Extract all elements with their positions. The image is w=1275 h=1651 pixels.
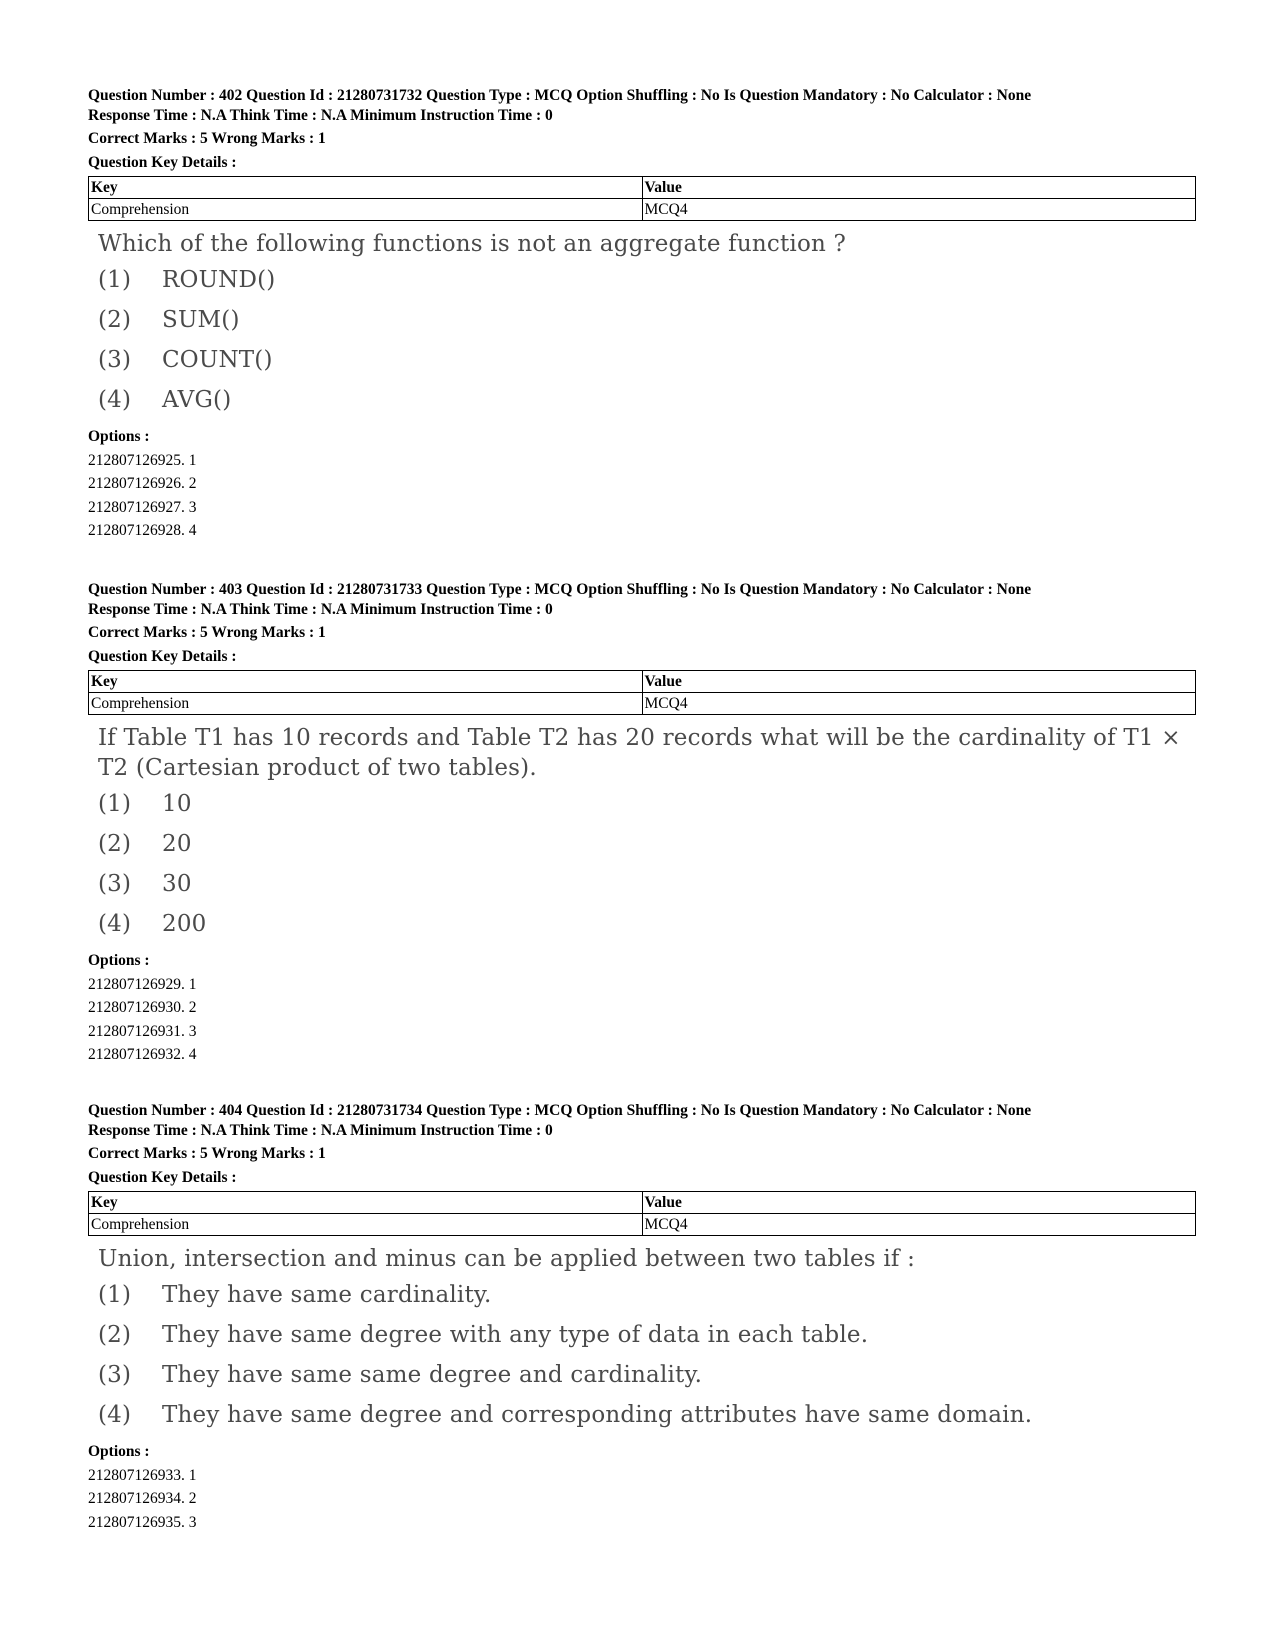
value-cell: MCQ4 (642, 199, 1196, 221)
key-details-label: Question Key Details : (88, 1168, 237, 1186)
choice-text: ROUND() (162, 267, 276, 293)
choice-item (98, 869, 1188, 899)
question-block-404 (88, 1101, 1188, 1534)
choice-item (98, 909, 1188, 939)
marks-line: Correct Marks : 5 Wrong Marks : 1 (88, 624, 326, 641)
choice-number: (1) (98, 267, 132, 293)
choice-text: 10 (162, 791, 192, 817)
table-header-row (89, 671, 1196, 693)
table-row (89, 693, 1196, 715)
choice-item (98, 1320, 1188, 1350)
choice-number: (3) (98, 1362, 132, 1388)
question-meta (88, 1101, 1188, 1187)
option-id: 212807126934. 2 (88, 1490, 197, 1507)
option-id: 212807126931. 3 (88, 1022, 197, 1040)
response-time-line: Response Time : N.A Think Time : N.A Minimum Instruction Time : 0 (88, 600, 553, 618)
key-cell: Comprehension (89, 199, 643, 221)
value-header: Value (642, 671, 1196, 693)
question-meta (88, 86, 1188, 172)
choice-text: AVG() (162, 387, 232, 413)
table-header-row (89, 177, 1196, 199)
choice-text: They have same same degree and cardinality. (162, 1362, 703, 1388)
choice-number: (4) (98, 911, 132, 937)
choice-number: (4) (98, 1402, 132, 1428)
value-cell: MCQ4 (642, 693, 1196, 715)
option-id: 212807126928. 4 (88, 522, 197, 539)
key-header: Key (89, 671, 643, 693)
choice-text: They have same degree with any type of data in each table. (162, 1322, 869, 1348)
choice-text: They have same degree and corresponding attributes have same domain. (162, 1402, 1033, 1428)
choice-number: (4) (98, 387, 132, 413)
option-id: 212807126935. 3 (88, 1513, 197, 1531)
option-id: 212807126926. 2 (88, 475, 197, 492)
choice-text: SUM() (162, 307, 240, 333)
question-header-line: Question Number : 403 Question Id : 21280731733 Question Type : MCQ Option Shuffling : No Is Question Mandatory : No Calculator : None (88, 581, 1032, 598)
choice-item (98, 305, 1188, 335)
table-row (89, 199, 1196, 221)
response-time-line: Response Time : N.A Think Time : N.A Minimum Instruction Time : 0 (88, 1121, 553, 1139)
key-details-label: Question Key Details : (88, 153, 237, 171)
question-block-402 (88, 86, 1188, 543)
marks-line: Correct Marks : 5 Wrong Marks : 1 (88, 1145, 326, 1162)
options-list (88, 949, 1188, 1067)
choice-text: 200 (162, 911, 207, 937)
question-stem: If Table T1 has 10 records and Table T2 has 20 records what will be the cardinality of T1 × T2 (Cartesian product of two tables). (98, 725, 1181, 781)
option-id: 212807126925. 1 (88, 451, 197, 469)
key-header: Key (89, 177, 643, 199)
choice-item (98, 265, 1188, 295)
choice-number: (3) (98, 871, 132, 897)
value-header: Value (642, 1192, 1196, 1214)
choice-item (98, 789, 1188, 819)
choice-item (98, 829, 1188, 859)
question-content (98, 229, 1188, 415)
choice-item (98, 345, 1188, 375)
choice-number: (1) (98, 1282, 132, 1308)
choice-item (98, 1360, 1188, 1390)
choice-number: (2) (98, 831, 132, 857)
choice-item (98, 385, 1188, 415)
question-header-line: Question Number : 404 Question Id : 21280731734 Question Type : MCQ Option Shuffling : No Is Question Mandatory : No Calculator : None (88, 1102, 1032, 1119)
key-details-table (88, 1191, 1196, 1236)
question-header-line: Question Number : 402 Question Id : 21280731732 Question Type : MCQ Option Shuffling : No Is Question Mandatory : No Calculator : None (88, 87, 1032, 104)
question-block-403 (88, 580, 1188, 1067)
option-id: 212807126927. 3 (88, 498, 197, 516)
choice-text: 30 (162, 871, 192, 897)
options-list (88, 1440, 1188, 1534)
table-row (89, 1214, 1196, 1236)
value-header: Value (642, 177, 1196, 199)
key-header: Key (89, 1192, 643, 1214)
option-id: 212807126932. 4 (88, 1046, 197, 1063)
key-cell: Comprehension (89, 1214, 643, 1236)
key-details-table (88, 176, 1196, 221)
choice-number: (1) (98, 791, 132, 817)
options-label: Options : (88, 952, 150, 969)
choice-item (98, 1400, 1188, 1430)
question-stem: Which of the following functions is not an aggregate function ? (98, 231, 847, 257)
question-stem: Union, intersection and minus can be applied between two tables if : (98, 1246, 916, 1272)
choice-text: 20 (162, 831, 192, 857)
choice-number: (2) (98, 307, 132, 333)
option-id: 212807126929. 1 (88, 975, 197, 993)
option-id: 212807126933. 1 (88, 1466, 197, 1484)
question-meta (88, 580, 1188, 666)
choice-text: They have same cardinality. (162, 1282, 492, 1308)
key-details-label: Question Key Details : (88, 647, 237, 665)
response-time-line: Response Time : N.A Think Time : N.A Minimum Instruction Time : 0 (88, 106, 553, 124)
key-details-table (88, 670, 1196, 715)
table-header-row (89, 1192, 1196, 1214)
value-cell: MCQ4 (642, 1214, 1196, 1236)
options-list (88, 425, 1188, 543)
options-label: Options : (88, 1443, 150, 1460)
choice-text: COUNT() (162, 347, 273, 373)
question-content (98, 723, 1188, 939)
choice-number: (3) (98, 347, 132, 373)
choice-number: (2) (98, 1322, 132, 1348)
question-content (98, 1244, 1188, 1430)
options-label: Options : (88, 428, 150, 445)
marks-line: Correct Marks : 5 Wrong Marks : 1 (88, 130, 326, 147)
choice-item (98, 1280, 1188, 1310)
option-id: 212807126930. 2 (88, 999, 197, 1016)
key-cell: Comprehension (89, 693, 643, 715)
